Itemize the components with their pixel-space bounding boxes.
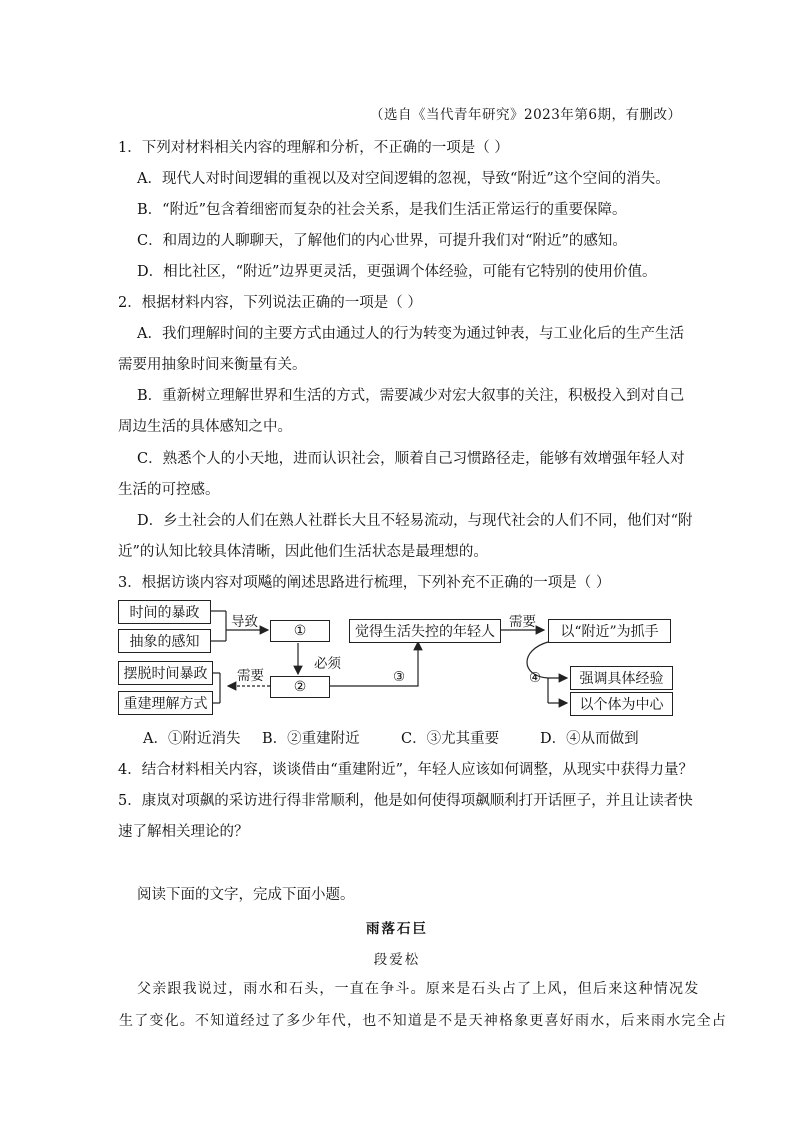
label-must: 必须 xyxy=(314,656,341,672)
label-need-2: 需要 xyxy=(509,614,536,630)
question-3-stem: 3．根据访谈内容对项飚的阐述思路进行梳理，下列补充不正确的一项是（ ） xyxy=(118,575,611,591)
question-2-option-b-line2: 周边生活的具体感知之中。 xyxy=(118,419,292,435)
question-1-option-d: D．相比社区，“附近”边界更灵活，更强调个体经验，可能有它特别的使用价值。 xyxy=(137,264,657,280)
box-emphasize-experience: 强调具体经验 xyxy=(570,666,673,690)
circle-blank-4: ④ xyxy=(529,670,542,686)
question-1-option-c: C．和周边的人聊聊天，了解他们的内心世界，可提升我们对“附近”的感知。 xyxy=(137,233,627,249)
circle-blank-2: ② xyxy=(270,676,330,698)
question-2-option-c-line2: 生活的可控感。 xyxy=(118,482,220,498)
question-3-option-d: D．④从而做到 xyxy=(540,731,639,747)
question-4: 4．结合材料相关内容，谈谈借由“重建附近”，年轻人应该如何调整，从现实中获得力量？ xyxy=(118,762,694,778)
label-lead-to: 导致 xyxy=(231,614,258,630)
question-3-option-c: C．③尤其重要 xyxy=(401,731,500,747)
question-3-option-b: B．②重建附近 xyxy=(262,731,360,747)
circle-blank-1: ① xyxy=(270,620,330,642)
question-2-option-a-line2: 需要用抽象时间来衡量有关。 xyxy=(118,357,307,373)
article-author: 段爱松 xyxy=(373,952,421,968)
question-2-option-d-line1: D．乡土社会的人们在熟人社群长大且不轻易流动，与现代社会的人们不同，他们对“附 xyxy=(137,513,693,529)
question-1-stem: 1．下列对材料相关内容的理解和分析，不正确的一项是（ ） xyxy=(118,140,509,156)
question-2-stem: 2．根据材料内容，下列说法正确的一项是（ ） xyxy=(118,295,422,311)
question-2-option-d-line2: 近”的认知比较具体清晰，因此他们生活状态是最理想的。 xyxy=(118,544,488,560)
box-time-tyranny: 时间的暴政 xyxy=(118,600,211,624)
question-3-flow-diagram xyxy=(118,600,678,720)
question-3-option-a: A．①附近消失 xyxy=(143,731,241,747)
question-1-option-a: A．现代人对时间逻辑的重视以及对空间逻辑的忽视，导致“附近”这个空间的消失。 xyxy=(137,171,670,187)
question-5-line1: 5．康岚对项飙的采访进行得非常顺利，他是如何使得项飙顺利打开话匣子，并且让读者快 xyxy=(118,793,693,809)
article-paragraph-line1: 父亲跟我说过，雨水和石头，一直在争斗。原来是石头占了上风，但后来这种情况发 xyxy=(137,981,700,997)
box-youth-out-of-control: 觉得生活失控的年轻人 xyxy=(349,619,501,643)
box-nearby-as-lever: 以“附近”为抓手 xyxy=(548,619,671,643)
circle-blank-3: ③ xyxy=(393,669,406,685)
question-2-option-a-line1: A．我们理解时间的主要方式由通过人的行为转变为通过钟表，与工业化后的生产生活 xyxy=(137,326,684,342)
source-citation: （选自《当代青年研究》2023年第6期，有删改） xyxy=(370,107,682,123)
box-rebuild-understanding: 重建理解方式 xyxy=(118,691,213,715)
article-paragraph-line2: 生了变化。不知道经过了多少年代，也不知道是不是天神格象更喜好雨水，后来雨水完全占 xyxy=(119,1013,727,1029)
reading-instruction: 阅读下面的文字，完成下面小题。 xyxy=(137,887,355,903)
question-2-option-b-line1: B．重新树立理解世界和生活的方式，需要减少对宏大叙事的关注，积极投入到对自己 xyxy=(137,388,685,404)
box-abstract-perception: 抽象的感知 xyxy=(118,629,211,653)
question-5-line2: 速了解相关理论的？ xyxy=(118,824,249,840)
box-individual-centered: 以个体为中心 xyxy=(570,692,673,716)
label-need-1: 需要 xyxy=(237,668,264,684)
question-3-options xyxy=(143,727,639,748)
question-1-option-b: B．“附近”包含着细密而复杂的社会关系，是我们生活正常运行的重要保障。 xyxy=(137,202,627,218)
box-escape-time-tyranny: 摆脱时间暴政 xyxy=(118,661,213,685)
article-title: 雨落石巨 xyxy=(366,921,428,937)
question-2-option-c-line1: C．熟悉个人的小天地，进而认识社会，顺着自己习惯路径走，能够有效增强年轻人对 xyxy=(137,451,685,467)
